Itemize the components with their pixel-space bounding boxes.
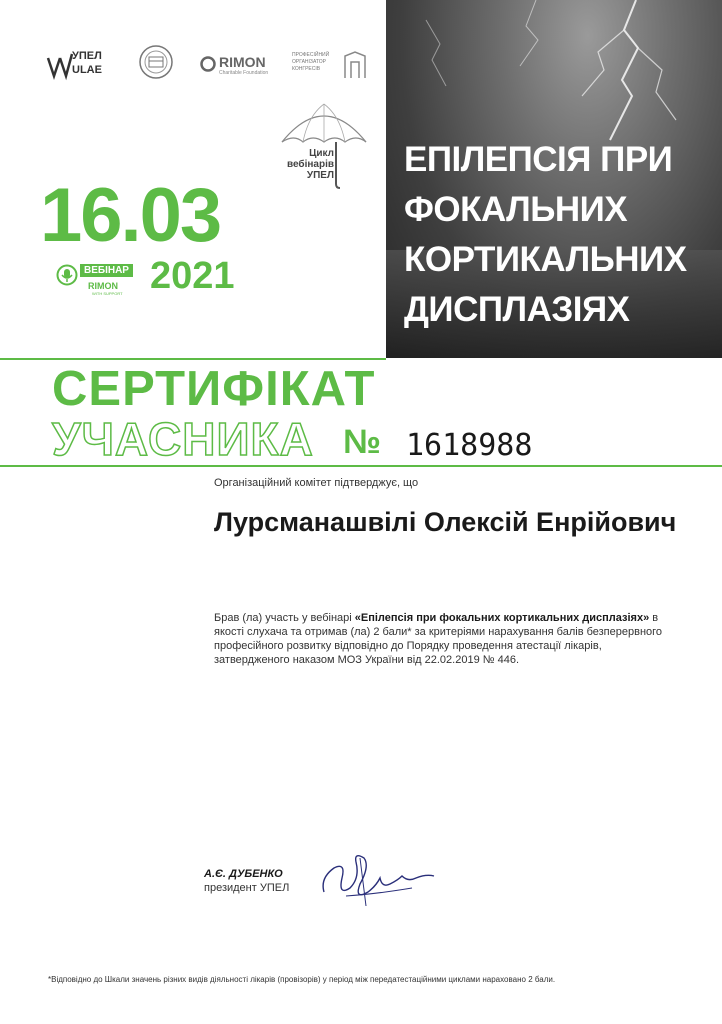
cycle-umbrella-logo: Цикл вебінарів УПЕЛ	[278, 100, 370, 190]
logo-row	[40, 40, 380, 90]
number-sign: №	[343, 423, 381, 461]
event-year: 2021	[150, 255, 235, 297]
sponsor-label: RIMON	[88, 281, 118, 291]
rimon-logo: RIMON Charitable Foundation	[200, 54, 290, 78]
webinar-name: «Епілепсія при фокальних кортикальних дисплазіях»	[354, 612, 650, 624]
event-date: 16.03	[40, 173, 221, 258]
event-title-line: ДИСПЛАЗІЯХ	[404, 290, 630, 329]
organizer-logo: ПРОФЕСІЙНИЙ ОРГАНІЗАТОР КОНГРЕСІВ	[292, 50, 374, 82]
ulae-logo: УПЕЛ ULAE	[46, 48, 112, 82]
handwritten-signature	[316, 848, 442, 914]
footnote: *Відповідно до Шкали значень різних видів діяльності лікарів (провізорів) у період між передатестаційними циклами нараховано 2 бали.	[48, 975, 556, 984]
certificate-title: СЕРТИФІКАТ	[52, 362, 376, 416]
event-title-line: ЕПІЛЕПСІЯ ПРИ	[404, 140, 673, 179]
event-title	[404, 135, 704, 335]
event-title-line: ФОКАЛЬНИХ	[404, 190, 628, 229]
certificate-subtitle: УЧАСНИКА	[52, 413, 314, 465]
participant-name: Лурсманашвілі Олексій Енрійович	[214, 507, 677, 537]
signer-name: А.Є. ДУБЕНКО	[204, 868, 283, 880]
confirm-text: Організаційний комітет підтверджує, що	[214, 477, 419, 489]
certificate-number: 1618988	[406, 428, 533, 463]
signer-role: президент УПЕЛ	[204, 882, 290, 894]
webinar-badge: ВЕБІНАР RIMON WITH SUPPORT	[56, 262, 146, 294]
webinar-label: ВЕБІНАР	[80, 264, 133, 277]
divider-top	[0, 358, 386, 360]
event-title-line: КОРТИКАЛЬНИХ	[404, 240, 687, 279]
seal-logo	[138, 44, 174, 80]
divider-bottom	[0, 465, 722, 467]
participation-text: Брав (ла) участь у вебінарі «Епілепсія при фокальних кортикальних дисплазіях» в якості слухача та отримав (ла) 2 бали* за критеріями нарахування балів безперервного професійного розвитку відповідно до Порядку проведення атестації лікарів, затвердженого наказом МОЗ України від 22.02.2019 № 446.	[214, 612, 663, 666]
